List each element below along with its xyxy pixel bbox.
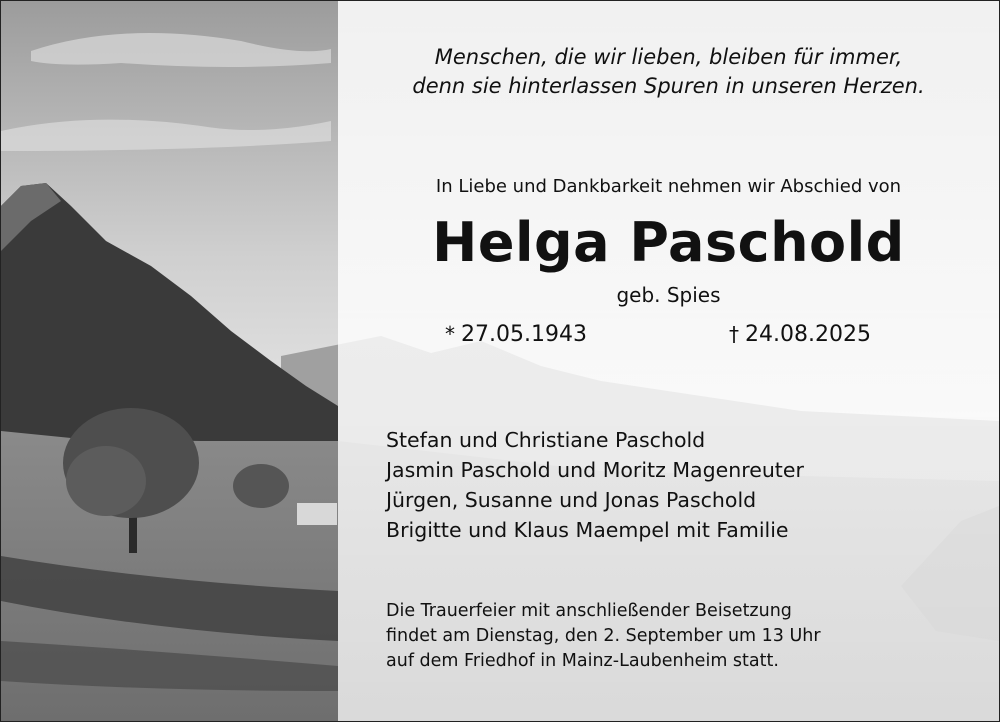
farewell-intro: In Liebe und Dankbarkeit nehmen wir Abschied von <box>435 176 902 197</box>
farm-house <box>297 503 337 525</box>
bush <box>233 464 289 508</box>
service-line: findet am Dienstag, den 2. September um 13 Uhr <box>386 626 821 646</box>
death-date-value: 24.08.2025 <box>745 322 871 347</box>
death-date <box>729 322 871 347</box>
maiden-name: geb. Spies <box>616 283 721 307</box>
death-cross-icon: † <box>729 322 739 346</box>
service-line: auf dem Friedhof in Mainz-Laubenheim statt. <box>386 651 779 671</box>
mourner-line: Jasmin Paschold und Moritz Magenreuter <box>386 458 804 482</box>
mourner-line: Jürgen, Susanne und Jonas Paschold <box>386 488 757 512</box>
deceased-name: Helga Paschold <box>432 211 905 274</box>
mourner-line: Brigitte und Klaus Maempel mit Familie <box>386 518 789 542</box>
birth-date-value: 27.05.1943 <box>461 322 587 347</box>
mourner-line: Stefan und Christiane Paschold <box>386 428 706 452</box>
birth-star-icon: * <box>445 322 455 346</box>
funeral-service-info <box>386 599 821 674</box>
memorial-motto <box>338 43 999 101</box>
motto-line: Menschen, die wir lieben, bleiben für immer, <box>434 45 903 69</box>
mourners-list <box>386 425 804 545</box>
motto-line: denn sie hinterlassen Spuren in unseren Herzen. <box>412 74 925 98</box>
service-line: Die Trauerfeier mit anschließender Beisetzung <box>386 601 792 621</box>
birth-date <box>445 322 587 347</box>
